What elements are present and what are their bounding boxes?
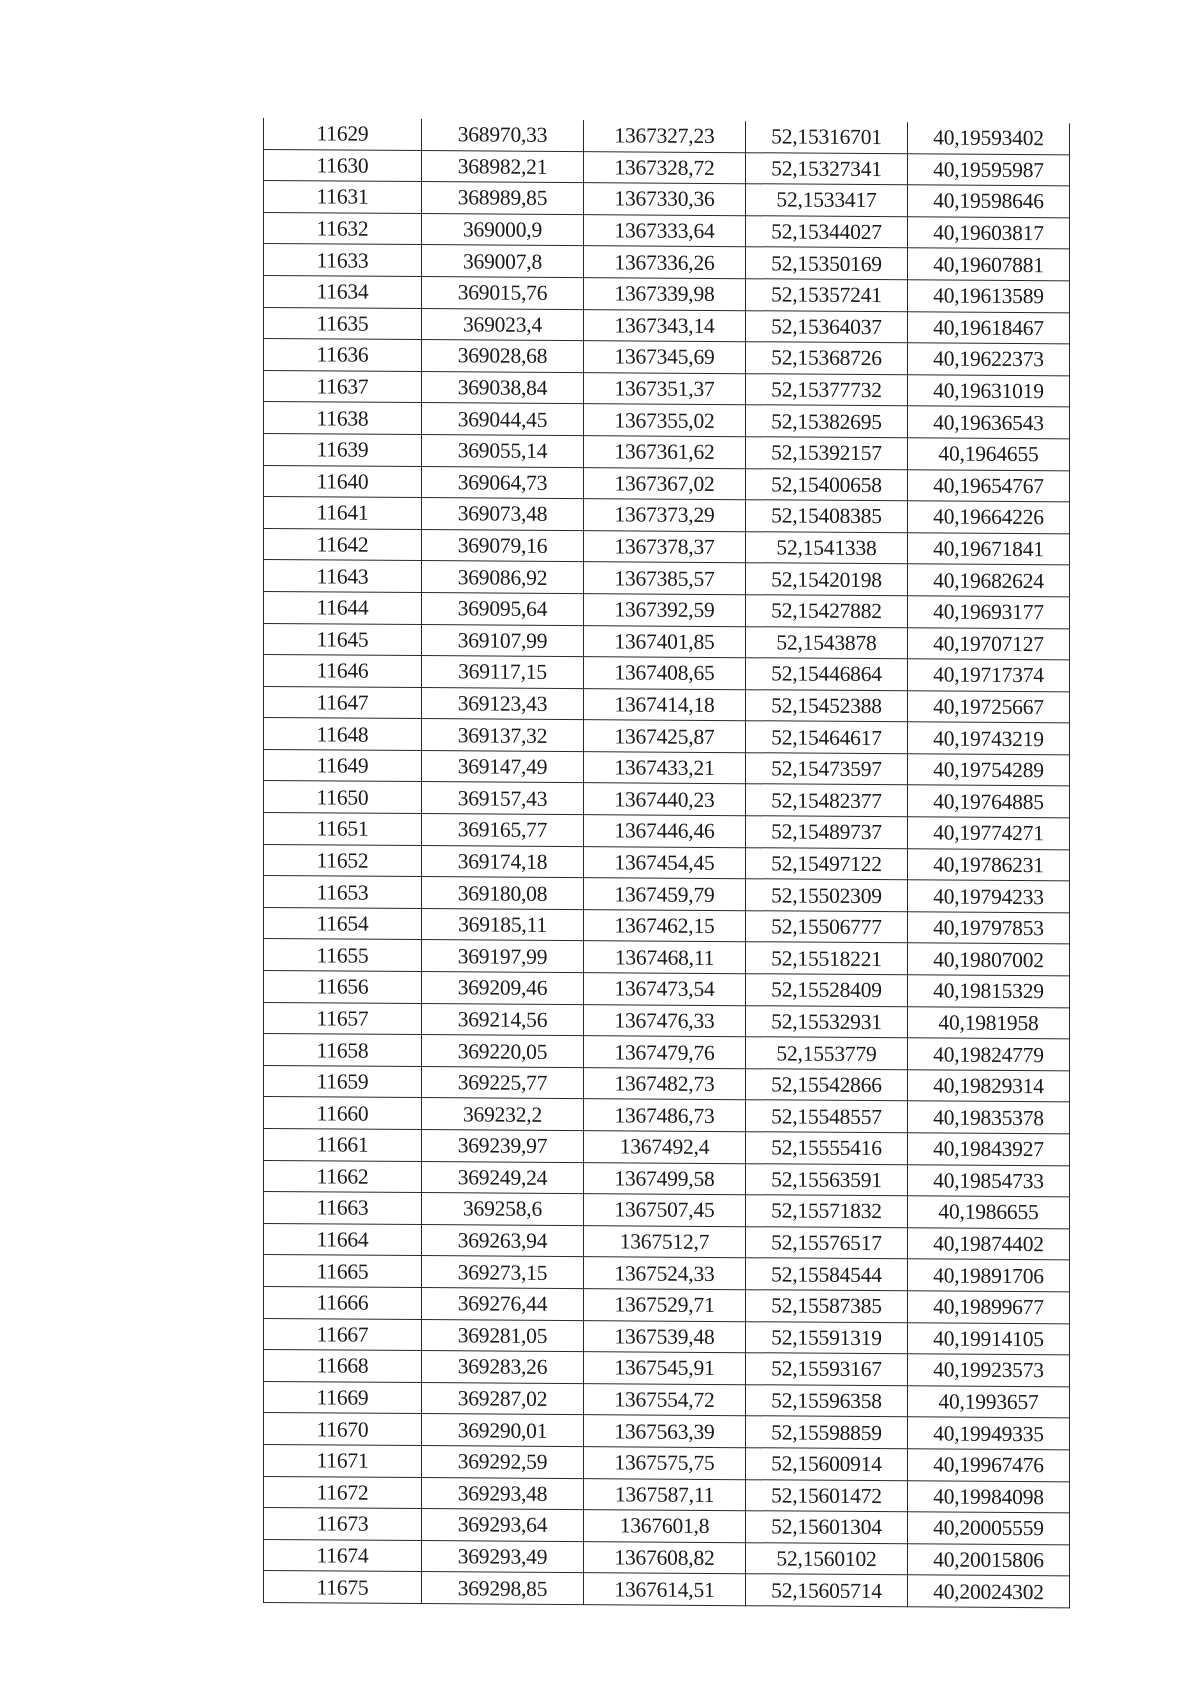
y-coordinate-cell: 1367539,48: [584, 1320, 746, 1353]
y-coordinate-cell: 1367343,14: [584, 309, 746, 342]
longitude-cell: 40,19654767: [908, 469, 1070, 502]
table-row: [264, 781, 1070, 818]
x-coordinate-cell: 369044,45: [422, 403, 584, 436]
y-coordinate-cell: 1367608,82: [584, 1541, 746, 1574]
y-coordinate-cell: 1367414,18: [584, 688, 746, 721]
x-coordinate-cell: 369290,01: [422, 1414, 584, 1447]
x-coordinate-cell: 369287,02: [422, 1382, 584, 1415]
point-number-cell: 11661: [264, 1129, 422, 1162]
point-number-cell: 11635: [264, 307, 422, 340]
latitude-cell: 52,15584544: [746, 1258, 908, 1291]
table-row: [264, 402, 1070, 439]
x-coordinate-cell: 369165,77: [422, 814, 584, 847]
longitude-cell: 40,19636543: [908, 406, 1070, 439]
y-coordinate-cell: 1367339,98: [584, 278, 746, 311]
x-coordinate-cell: 369276,44: [422, 1288, 584, 1321]
longitude-cell: 40,19622373: [908, 343, 1070, 376]
longitude-cell: 40,1993657: [908, 1386, 1070, 1419]
x-coordinate-cell: 369249,24: [422, 1161, 584, 1194]
x-coordinate-cell: 369185,11: [422, 908, 584, 941]
table-row: [264, 1255, 1070, 1292]
table-row: [264, 1002, 1070, 1039]
x-coordinate-cell: 369258,6: [422, 1193, 584, 1226]
longitude-cell: 40,19613589: [908, 280, 1070, 313]
point-number-cell: 11641: [264, 497, 422, 530]
y-coordinate-cell: 1367462,15: [584, 909, 746, 942]
longitude-cell: 40,19984098: [908, 1480, 1070, 1513]
x-coordinate-cell: 369283,26: [422, 1351, 584, 1384]
latitude-cell: 52,15364037: [746, 310, 908, 343]
x-coordinate-cell: 369007,8: [422, 245, 584, 278]
point-number-cell: 11629: [264, 118, 422, 150]
latitude-cell: 52,15591319: [746, 1321, 908, 1354]
longitude-cell: 40,19797853: [908, 912, 1070, 945]
y-coordinate-cell: 1367355,02: [584, 404, 746, 437]
longitude-cell: 40,1964655: [908, 438, 1070, 471]
longitude-cell: 40,19874402: [908, 1228, 1070, 1261]
point-number-cell: 11669: [264, 1381, 422, 1414]
table-row: [264, 844, 1070, 881]
x-coordinate-cell: 369038,84: [422, 371, 584, 404]
longitude-cell: 40,19949335: [908, 1417, 1070, 1450]
longitude-cell: 40,19899677: [908, 1291, 1070, 1324]
y-coordinate-cell: 1367459,79: [584, 878, 746, 911]
y-coordinate-cell: 1367333,64: [584, 214, 746, 247]
x-coordinate-cell: 369293,48: [422, 1477, 584, 1510]
longitude-cell: 40,19671841: [908, 532, 1070, 565]
latitude-cell: 52,15446864: [746, 658, 908, 691]
latitude-cell: 52,15497122: [746, 847, 908, 880]
point-number-cell: 11632: [264, 212, 422, 245]
latitude-cell: 52,15327341: [746, 152, 908, 185]
x-coordinate-cell: 368982,21: [422, 150, 584, 183]
longitude-cell: 40,19829314: [908, 1070, 1070, 1103]
point-number-cell: 11666: [264, 1286, 422, 1319]
latitude-cell: 52,15593167: [746, 1353, 908, 1386]
table-row: [264, 655, 1070, 692]
table-row: [264, 591, 1070, 628]
y-coordinate-cell: 1367614,51: [584, 1573, 746, 1606]
longitude-cell: 40,20015806: [908, 1543, 1070, 1576]
y-coordinate-cell: 1367507,45: [584, 1194, 746, 1227]
point-number-cell: 11650: [264, 781, 422, 814]
x-coordinate-cell: 369180,08: [422, 877, 584, 910]
latitude-cell: 52,15571832: [746, 1195, 908, 1228]
longitude-cell: 40,19774271: [908, 817, 1070, 850]
longitude-cell: 40,19807002: [908, 943, 1070, 976]
point-number-cell: 11655: [264, 939, 422, 972]
y-coordinate-cell: 1367554,72: [584, 1383, 746, 1416]
x-coordinate-cell: 368970,33: [422, 119, 584, 151]
y-coordinate-cell: 1367401,85: [584, 625, 746, 658]
latitude-cell: 52,15601472: [746, 1479, 908, 1512]
table-row: [264, 1034, 1070, 1071]
x-coordinate-cell: 369281,05: [422, 1319, 584, 1352]
table-row: [264, 907, 1070, 944]
x-coordinate-cell: 369174,18: [422, 845, 584, 878]
point-number-cell: 11658: [264, 1034, 422, 1067]
point-number-cell: 11659: [264, 1065, 422, 1098]
y-coordinate-cell: 1367479,76: [584, 1036, 746, 1069]
point-number-cell: 11649: [264, 749, 422, 782]
latitude-cell: 52,15392157: [746, 437, 908, 470]
latitude-cell: 52,15518221: [746, 942, 908, 975]
latitude-cell: 52,15473597: [746, 753, 908, 786]
point-number-cell: 11670: [264, 1413, 422, 1446]
table-row: [264, 686, 1070, 723]
latitude-cell: 52,15576517: [746, 1226, 908, 1259]
longitude-cell: 40,19707127: [908, 627, 1070, 660]
y-coordinate-cell: 1367373,29: [584, 499, 746, 532]
table-row: [264, 149, 1070, 186]
x-coordinate-cell: 369147,49: [422, 750, 584, 783]
latitude-cell: 52,15600914: [746, 1448, 908, 1481]
longitude-cell: 40,19967476: [908, 1449, 1070, 1482]
document-page: [263, 118, 1068, 1608]
point-number-cell: 11651: [264, 813, 422, 846]
longitude-cell: 40,20024302: [908, 1575, 1070, 1608]
y-coordinate-cell: 1367351,37: [584, 372, 746, 405]
y-coordinate-cell: 1367446,46: [584, 815, 746, 848]
table-row: [264, 275, 1070, 312]
x-coordinate-cell: 369197,99: [422, 940, 584, 973]
table-row: [264, 971, 1070, 1008]
x-coordinate-cell: 369157,43: [422, 782, 584, 815]
point-number-cell: 11665: [264, 1255, 422, 1288]
y-coordinate-cell: 1367440,23: [584, 783, 746, 816]
x-coordinate-cell: 369214,56: [422, 1003, 584, 1036]
point-number-cell: 11668: [264, 1350, 422, 1383]
table-row: [264, 749, 1070, 786]
point-number-cell: 11664: [264, 1223, 422, 1256]
longitude-cell: 40,19693177: [908, 596, 1070, 629]
point-number-cell: 11645: [264, 623, 422, 656]
y-coordinate-cell: 1367529,71: [584, 1289, 746, 1322]
longitude-cell: 40,19717374: [908, 659, 1070, 692]
table-row: [264, 1476, 1070, 1513]
point-number-cell: 11644: [264, 591, 422, 624]
table-row: [264, 433, 1070, 470]
x-coordinate-cell: 369086,92: [422, 561, 584, 594]
latitude-cell: 52,15528409: [746, 974, 908, 1007]
latitude-cell: 52,1553779: [746, 1037, 908, 1070]
point-number-cell: 11673: [264, 1508, 422, 1541]
point-number-cell: 11671: [264, 1444, 422, 1477]
latitude-cell: 52,15452388: [746, 689, 908, 722]
latitude-cell: 52,1543878: [746, 626, 908, 659]
latitude-cell: 52,15596358: [746, 1384, 908, 1417]
point-number-cell: 11648: [264, 718, 422, 751]
table-row: [264, 1539, 1070, 1576]
table-row: [264, 370, 1070, 407]
point-number-cell: 11640: [264, 465, 422, 498]
latitude-cell: 52,15420198: [746, 563, 908, 596]
y-coordinate-cell: 1367492,4: [584, 1131, 746, 1164]
longitude-cell: 40,19764885: [908, 785, 1070, 818]
longitude-cell: 40,19631019: [908, 375, 1070, 408]
longitude-cell: 40,1981958: [908, 1006, 1070, 1039]
x-coordinate-cell: 369298,85: [422, 1572, 584, 1605]
y-coordinate-cell: 1367361,62: [584, 436, 746, 469]
x-coordinate-cell: 369292,59: [422, 1445, 584, 1478]
table-row: [264, 623, 1070, 660]
latitude-cell: 52,15427882: [746, 595, 908, 628]
longitude-cell: 40,19786231: [908, 848, 1070, 881]
table-row: [264, 1350, 1070, 1387]
table-row: [264, 813, 1070, 850]
point-number-cell: 11653: [264, 876, 422, 909]
table-row: [264, 1192, 1070, 1229]
x-coordinate-cell: 369023,4: [422, 308, 584, 341]
x-coordinate-cell: 369293,64: [422, 1509, 584, 1542]
latitude-cell: 52,15587385: [746, 1290, 908, 1323]
longitude-cell: 40,19607881: [908, 248, 1070, 281]
latitude-cell: 52,15482377: [746, 784, 908, 817]
y-coordinate-cell: 1367327,23: [584, 120, 746, 152]
y-coordinate-cell: 1367468,11: [584, 941, 746, 974]
y-coordinate-cell: 1367476,33: [584, 1004, 746, 1037]
point-number-cell: 11642: [264, 528, 422, 561]
longitude-cell: 40,19664226: [908, 501, 1070, 534]
x-coordinate-cell: 369107,99: [422, 624, 584, 657]
latitude-cell: 52,15542866: [746, 1069, 908, 1102]
latitude-cell: 52,15408385: [746, 500, 908, 533]
point-number-cell: 11656: [264, 971, 422, 1004]
latitude-cell: 52,15377732: [746, 373, 908, 406]
point-number-cell: 11636: [264, 339, 422, 372]
table-row: [264, 307, 1070, 344]
latitude-cell: 52,15316701: [746, 121, 908, 153]
x-coordinate-cell: 369015,76: [422, 277, 584, 310]
point-number-cell: 11674: [264, 1539, 422, 1572]
longitude-cell: 40,19923573: [908, 1354, 1070, 1387]
longitude-cell: 40,19891706: [908, 1259, 1070, 1292]
y-coordinate-cell: 1367367,02: [584, 467, 746, 500]
table-row: [264, 560, 1070, 597]
table-row: [264, 1571, 1070, 1608]
y-coordinate-cell: 1367587,11: [584, 1478, 746, 1511]
longitude-cell: 40,19754289: [908, 754, 1070, 787]
point-number-cell: 11654: [264, 907, 422, 940]
latitude-cell: 52,15598859: [746, 1416, 908, 1449]
y-coordinate-cell: 1367545,91: [584, 1352, 746, 1385]
table-row: [264, 718, 1070, 755]
point-number-cell: 11643: [264, 560, 422, 593]
latitude-cell: 52,1533417: [746, 184, 908, 217]
y-coordinate-cell: 1367601,8: [584, 1510, 746, 1543]
x-coordinate-cell: 369220,05: [422, 1035, 584, 1068]
x-coordinate-cell: 368989,85: [422, 182, 584, 215]
longitude-cell: 40,19843927: [908, 1133, 1070, 1166]
y-coordinate-cell: 1367330,36: [584, 183, 746, 216]
y-coordinate-cell: 1367328,72: [584, 151, 746, 184]
table-row: [264, 1444, 1070, 1481]
longitude-cell: 40,19618467: [908, 311, 1070, 344]
latitude-cell: 52,1541338: [746, 531, 908, 564]
latitude-cell: 52,15605714: [746, 1574, 908, 1607]
y-coordinate-cell: 1367392,59: [584, 594, 746, 627]
y-coordinate-cell: 1367563,39: [584, 1415, 746, 1448]
longitude-cell: 40,19598646: [908, 185, 1070, 218]
x-coordinate-cell: 369293,49: [422, 1540, 584, 1573]
longitude-cell: 40,19824779: [908, 1038, 1070, 1071]
latitude-cell: 52,15502309: [746, 879, 908, 912]
latitude-cell: 52,15489737: [746, 816, 908, 849]
y-coordinate-cell: 1367454,45: [584, 846, 746, 879]
y-coordinate-cell: 1367482,73: [584, 1067, 746, 1100]
point-number-cell: 11652: [264, 844, 422, 877]
y-coordinate-cell: 1367473,54: [584, 973, 746, 1006]
coordinates-table: [263, 118, 1070, 1608]
point-number-cell: 11630: [264, 149, 422, 182]
longitude-cell: 40,19815329: [908, 975, 1070, 1008]
x-coordinate-cell: 369232,2: [422, 1098, 584, 1131]
table-row: [264, 1508, 1070, 1545]
latitude-cell: 52,15506777: [746, 911, 908, 944]
y-coordinate-cell: 1367524,33: [584, 1257, 746, 1290]
x-coordinate-cell: 369055,14: [422, 434, 584, 467]
x-coordinate-cell: 369000,9: [422, 213, 584, 246]
table-row: [264, 1160, 1070, 1197]
point-number-cell: 11675: [264, 1571, 422, 1604]
latitude-cell: 52,15532931: [746, 1005, 908, 1038]
table-row: [264, 528, 1070, 565]
point-number-cell: 11634: [264, 275, 422, 308]
latitude-cell: 52,15400658: [746, 468, 908, 501]
y-coordinate-cell: 1367499,58: [584, 1162, 746, 1195]
y-coordinate-cell: 1367575,75: [584, 1447, 746, 1480]
table-row: [264, 939, 1070, 976]
point-number-cell: 11667: [264, 1318, 422, 1351]
point-number-cell: 11637: [264, 370, 422, 403]
table-row: [264, 876, 1070, 913]
x-coordinate-cell: 369079,16: [422, 529, 584, 562]
table-row: [264, 465, 1070, 502]
latitude-cell: 52,15350169: [746, 247, 908, 280]
x-coordinate-cell: 369239,97: [422, 1130, 584, 1163]
coordinates-table-body: [264, 118, 1070, 1608]
y-coordinate-cell: 1367336,26: [584, 246, 746, 279]
y-coordinate-cell: 1367433,21: [584, 752, 746, 785]
y-coordinate-cell: 1367512,7: [584, 1225, 746, 1258]
y-coordinate-cell: 1367345,69: [584, 341, 746, 374]
x-coordinate-cell: 369064,73: [422, 466, 584, 499]
x-coordinate-cell: 369137,32: [422, 719, 584, 752]
point-number-cell: 11633: [264, 244, 422, 277]
point-number-cell: 11638: [264, 402, 422, 435]
table-row: [264, 339, 1070, 376]
longitude-cell: 40,19682624: [908, 564, 1070, 597]
table-row: [264, 181, 1070, 218]
latitude-cell: 52,15563591: [746, 1163, 908, 1196]
longitude-cell: 40,19593402: [908, 122, 1070, 154]
x-coordinate-cell: 369028,68: [422, 340, 584, 373]
point-number-cell: 11662: [264, 1160, 422, 1193]
table-row: [264, 497, 1070, 534]
table-row: [264, 1097, 1070, 1134]
table-row: [264, 1318, 1070, 1355]
longitude-cell: 40,19914105: [908, 1322, 1070, 1355]
y-coordinate-cell: 1367378,37: [584, 530, 746, 563]
point-number-cell: 11647: [264, 686, 422, 719]
latitude-cell: 52,15382695: [746, 405, 908, 438]
latitude-cell: 52,15601304: [746, 1511, 908, 1544]
longitude-cell: 40,19603817: [908, 217, 1070, 250]
longitude-cell: 40,1986655: [908, 1196, 1070, 1229]
longitude-cell: 40,19725667: [908, 690, 1070, 723]
x-coordinate-cell: 369095,64: [422, 592, 584, 625]
longitude-cell: 40,19743219: [908, 722, 1070, 755]
point-number-cell: 11657: [264, 1002, 422, 1035]
latitude-cell: 52,15344027: [746, 215, 908, 248]
y-coordinate-cell: 1367486,73: [584, 1099, 746, 1132]
latitude-cell: 52,15548557: [746, 1100, 908, 1133]
x-coordinate-cell: 369273,15: [422, 1256, 584, 1289]
longitude-cell: 40,19794233: [908, 880, 1070, 913]
longitude-cell: 40,20005559: [908, 1512, 1070, 1545]
table-row: [264, 1129, 1070, 1166]
latitude-cell: 52,15368726: [746, 342, 908, 375]
x-coordinate-cell: 369123,43: [422, 687, 584, 720]
longitude-cell: 40,19854733: [908, 1164, 1070, 1197]
table-row: [264, 1223, 1070, 1260]
table-row: [264, 244, 1070, 281]
point-number-cell: 11663: [264, 1192, 422, 1225]
y-coordinate-cell: 1367385,57: [584, 562, 746, 595]
longitude-cell: 40,19835378: [908, 1101, 1070, 1134]
x-coordinate-cell: 369073,48: [422, 498, 584, 531]
table-row: [264, 1065, 1070, 1102]
y-coordinate-cell: 1367408,65: [584, 657, 746, 690]
table-row: [264, 1381, 1070, 1418]
x-coordinate-cell: 369209,46: [422, 972, 584, 1005]
table-row: [264, 1286, 1070, 1323]
table-row: [264, 212, 1070, 249]
table-row: [264, 1413, 1070, 1450]
point-number-cell: 11660: [264, 1097, 422, 1130]
latitude-cell: 52,1560102: [746, 1542, 908, 1575]
longitude-cell: 40,19595987: [908, 153, 1070, 186]
y-coordinate-cell: 1367425,87: [584, 720, 746, 753]
point-number-cell: 11639: [264, 433, 422, 466]
latitude-cell: 52,15464617: [746, 721, 908, 754]
latitude-cell: 52,15555416: [746, 1132, 908, 1165]
x-coordinate-cell: 369117,15: [422, 656, 584, 689]
x-coordinate-cell: 369225,77: [422, 1066, 584, 1099]
latitude-cell: 52,15357241: [746, 279, 908, 312]
point-number-cell: 11646: [264, 655, 422, 688]
point-number-cell: 11631: [264, 181, 422, 214]
x-coordinate-cell: 369263,94: [422, 1224, 584, 1257]
point-number-cell: 11672: [264, 1476, 422, 1509]
